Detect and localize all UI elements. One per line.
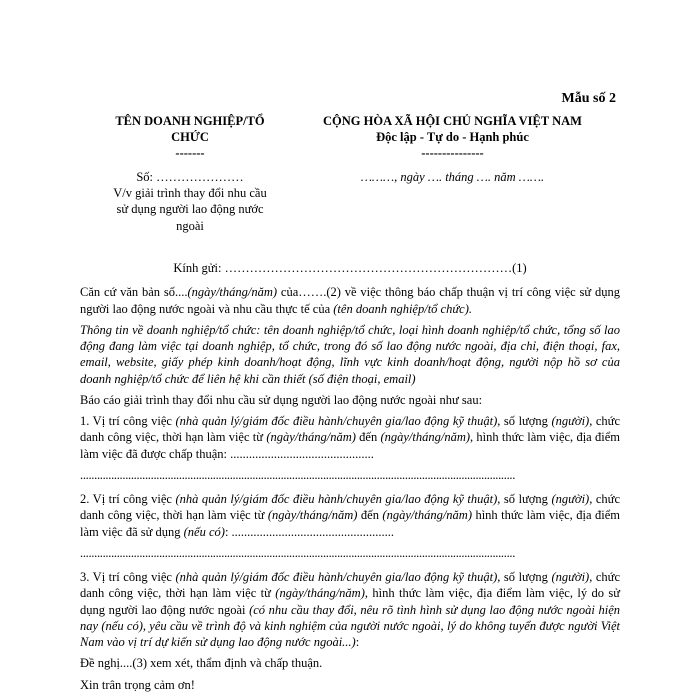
paragraph-report-intro: Báo cáo giải trình thay đổi nhu cầu sử dụng người lao động nước ngoài như sau:: [80, 392, 483, 407]
closing-line: Xin trân trọng cảm ơn!: [80, 677, 195, 692]
form-number: Mẫu số 2: [561, 91, 616, 106]
republic-title: CỘNG HÒA XÃ HỘI CHỦ NGHĨA VIỆT NAM: [323, 114, 582, 128]
org-name-line2: CHỨC: [171, 130, 209, 145]
org-separator: -------: [175, 145, 205, 160]
item-1: 1. Vị trí công việc (nhà quản lý/giám đốc điều hành/chuyên gia/lao động kỹ thuật), số lượng (người), chức danh công việc, thời hạn làm việc từ (ngày/tháng/năm) đến (ngày/tháng/năm), hình thức làm việc, địa điểm làm việc đã được chấp thuận: ..............................................: [80, 414, 620, 461]
dotted-line-1: ..........................................................................................................................................................: [80, 467, 516, 482]
org-name-line1: TÊN DOANH NGHIỆP/TỔ: [115, 114, 265, 128]
item-2: 2. Vị trí công việc (nhà quản lý/giám đốc điều hành/chuyên gia/lao động kỹ thuật), số lượng (người), chức danh công việc, thời hạn làm việc từ (ngày/tháng/năm) đến (ngày/tháng/năm) hình thức làm việc, địa điểm làm việc đã sử dụng (nếu có): ....................................................: [80, 492, 620, 539]
republic-block: [285, 113, 620, 159]
document-number: Số: …………………: [136, 170, 244, 184]
subject-line1: V/v giải trình thay đổi nhu cầu: [113, 186, 267, 200]
republic-separator: ---------------: [421, 145, 484, 160]
paragraph-company-info: Thông tin về doanh nghiệp/tổ chức: tên doanh nghiệp/tổ chức, loại hình doanh nghiệp/tổ chức, tổng số lao động đang làm việc tại doanh nghiệp, tổ chức, trong đó số lao động nước ngoài, địa chỉ, điện thoại, fax, email, website, giấy phép kinh doanh/hoạt động, lĩnh vực kinh doanh/hoạt động, người nộp hồ sơ của doanh nghiệp/tổ chức để liên hệ khi cần thiết (số điện thoại, email): [80, 322, 620, 386]
request-line: Đề nghị....(3) xem xét, thẩm định và chấp thuận.: [80, 656, 323, 671]
item-3: 3. Vị trí công việc (nhà quản lý/giám đốc điều hành/chuyên gia/lao động kỹ thuật), số lượng (người), chức danh công việc, thời hạn làm việc từ (ngày/tháng/năm), hình thức làm việc, địa điểm làm việc, lý do sử dụng người lao động nước ngoài (có nhu cầu thay đổi, nêu rõ tình hình sử dụng lao động nước ngoài hiện nay (nếu có), yêu cầu về trình độ và kinh nghiệm của người nước ngoài, lý do không tuyển được người Việt Nam vào vị trí dự kiến sử dụng lao động nước ngoài...):: [80, 570, 620, 649]
subject-line2: sử dụng người lao động nước: [116, 202, 264, 217]
republic-motto: Độc lập - Tự do - Hạnh phúc: [376, 130, 529, 145]
paragraph-reference: Căn cứ văn bản số....(ngày/tháng/năm) của…….(2) về việc thông báo chấp thuận vị trí công việc sử dụng người lao động nước ngoài và nhu cầu thực tế của (tên doanh nghiệp/tổ chức).: [80, 285, 621, 316]
dotted-line-2: ..........................................................................................................................................................: [80, 545, 516, 560]
subject-line3: ngoài: [176, 218, 204, 233]
document-subject: [80, 185, 300, 234]
date-line: ………, ngày …. tháng …. năm …….: [360, 170, 545, 184]
organization-block: [80, 113, 300, 159]
document-body: [80, 260, 620, 698]
addressee-line: Kính gửi: ……………………………………………………………(1): [173, 261, 527, 275]
